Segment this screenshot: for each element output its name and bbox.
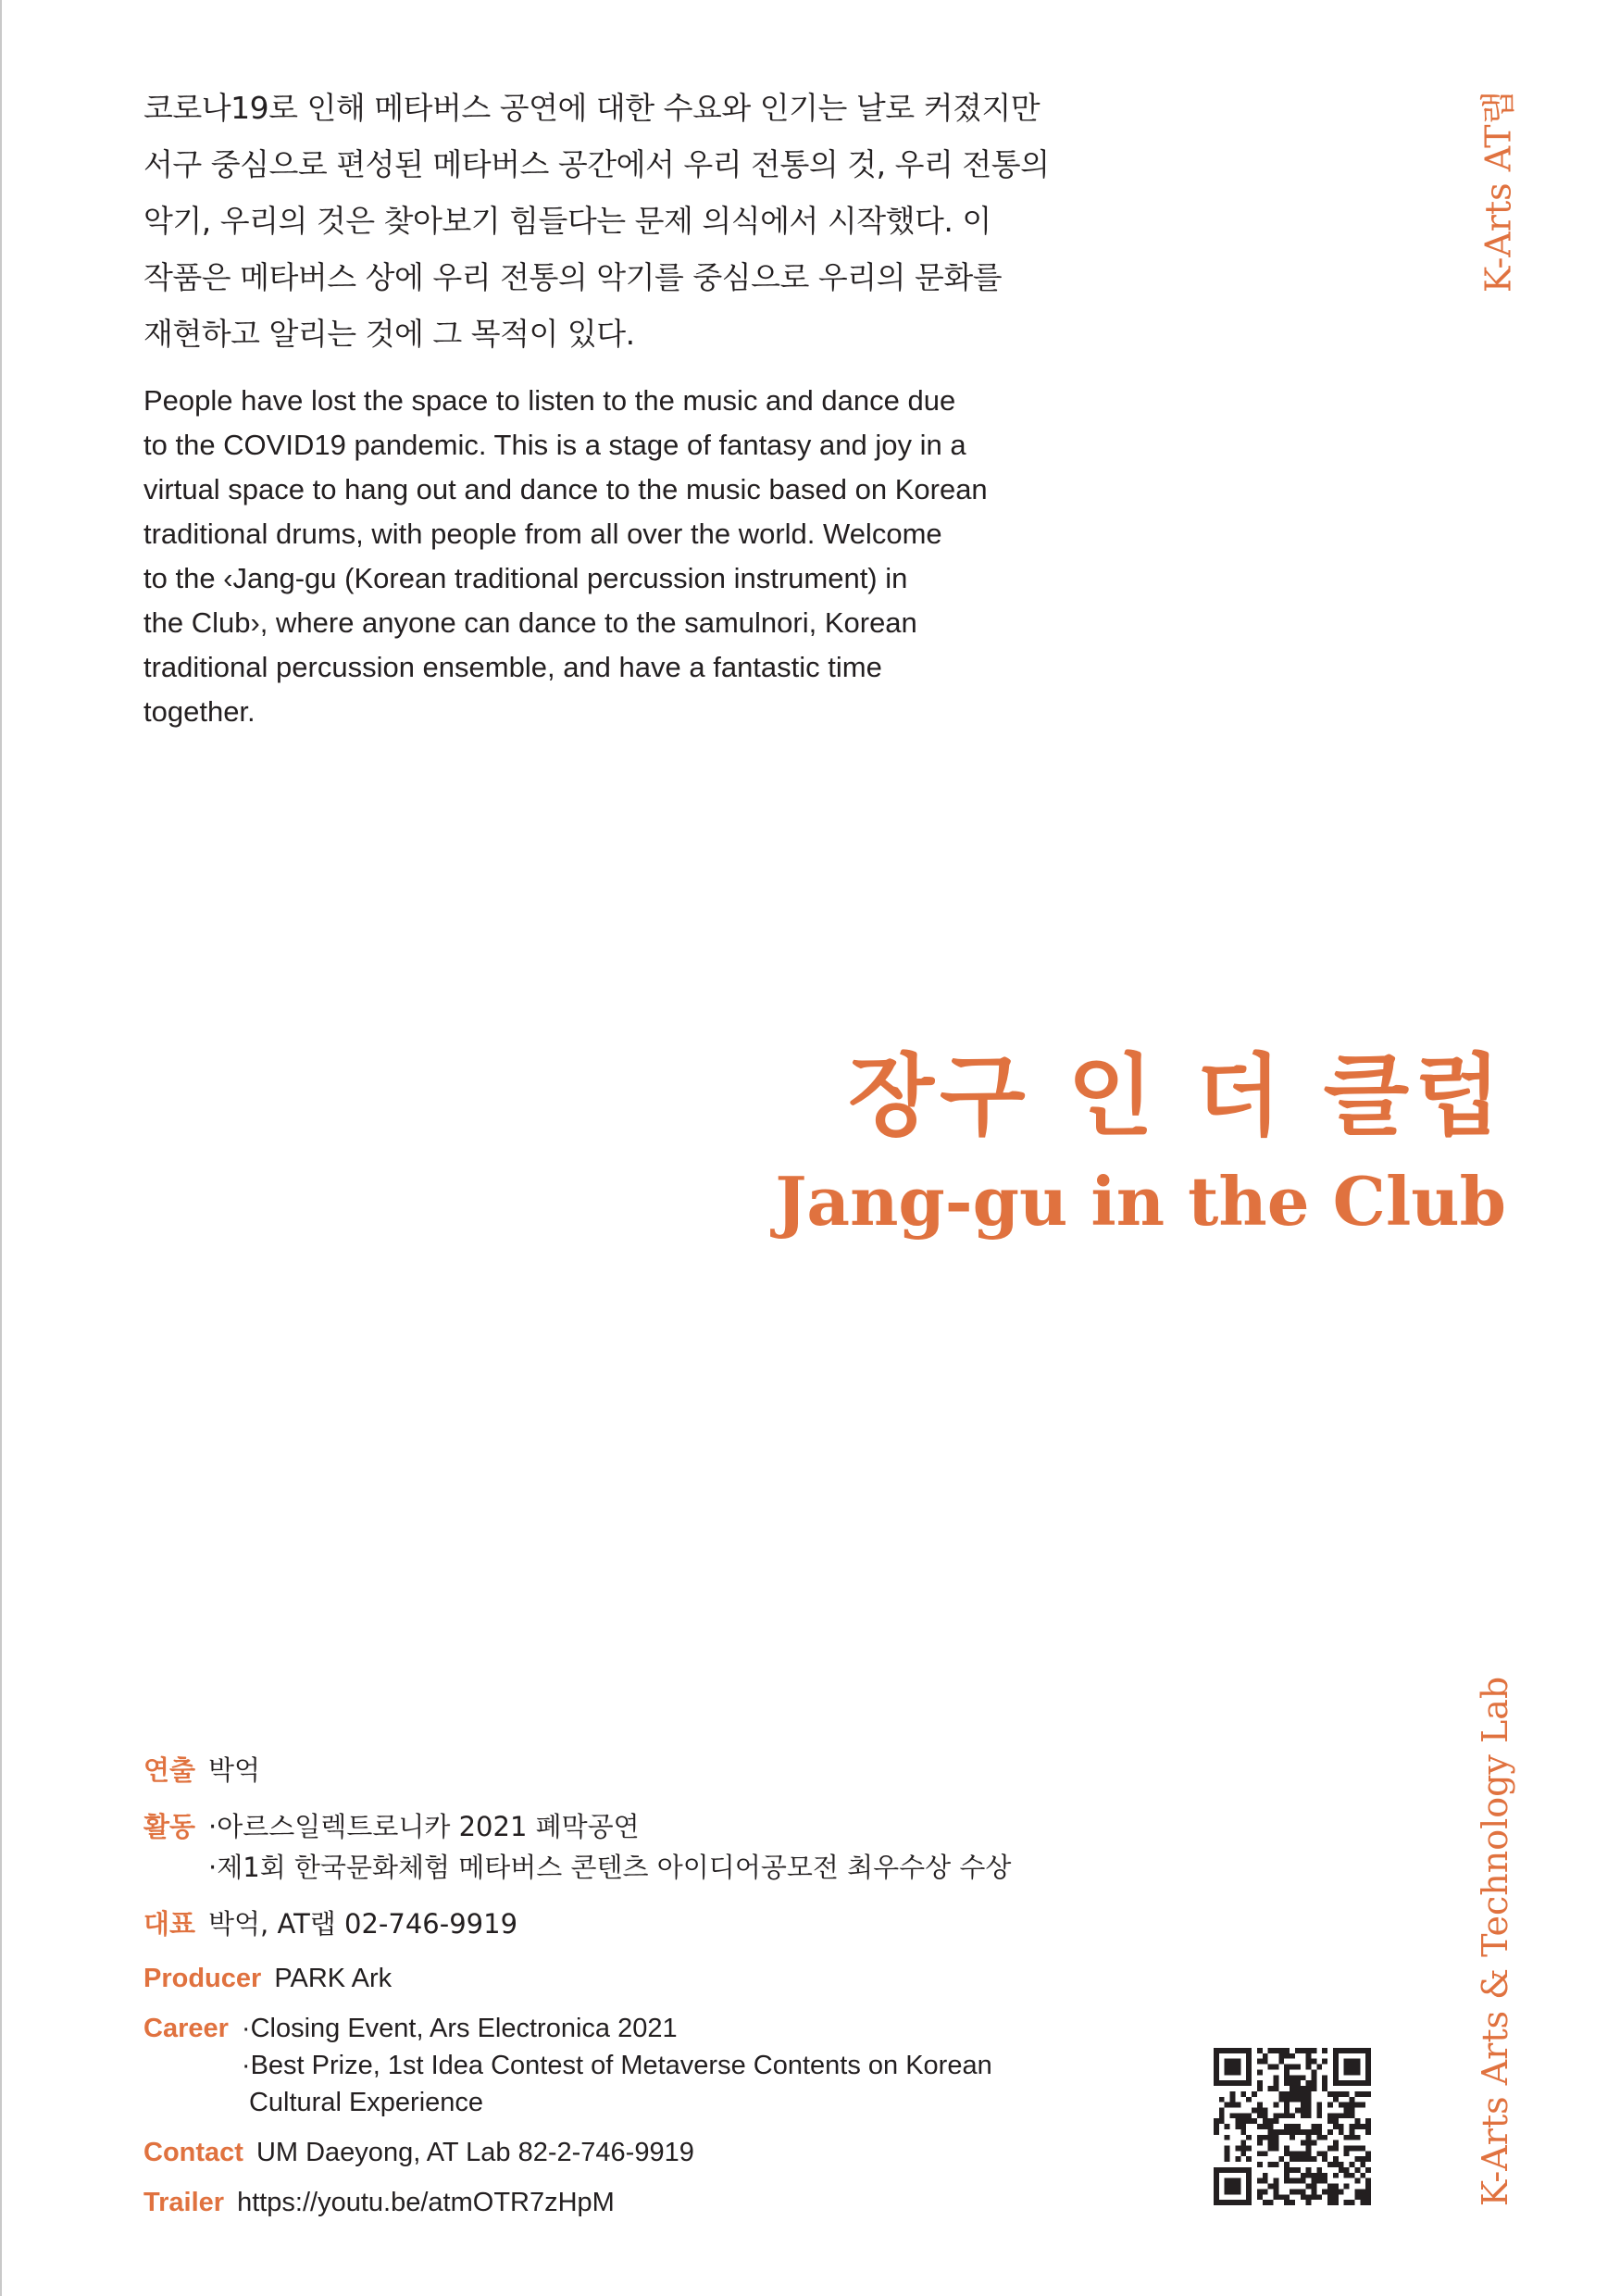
intro-korean bbox=[143, 80, 1051, 362]
activity-label: 활동 bbox=[143, 1811, 196, 1842]
career-item: ·Closing Event, Ars Electronica 2021 bbox=[241, 2014, 678, 2043]
intro-en-line: to the ‹Jang-gu (Korean traditional percussion instrument) in bbox=[143, 562, 908, 594]
intro-ko-line: 코로나19로 인해 메타버스 공연에 대한 수요와 인기는 날로 커졌지만 bbox=[143, 90, 1041, 126]
director-value: 박억 bbox=[208, 1754, 261, 1786]
rep-value: 박억, AT랩 02-746-9919 bbox=[208, 1908, 518, 1940]
intro-en-line: traditional percussion ensemble, and have a fantastic time bbox=[143, 651, 882, 683]
intro-ko-line: 재현하고 알리는 것에 그 목적이 있다. bbox=[143, 316, 635, 352]
trailer-link[interactable]: https://youtu.be/atmOTR7zHpM bbox=[237, 2188, 615, 2217]
title-korean: 장구 인 더 클럽 bbox=[848, 1044, 1506, 1148]
career-item: ·Best Prize, 1st Idea Contest of Metaverse Contents on Korean bbox=[241, 2051, 992, 2080]
intro-en-line: traditional drums, with people from all over the world. Welcome bbox=[143, 518, 942, 550]
activity-item: ·제1회 한국문화체험 메타버스 콘텐츠 아이디어공모전 최우수상 수상 bbox=[208, 1852, 1012, 1883]
intro-en-line: People have lost the space to listen to the music and dance due bbox=[143, 384, 956, 417]
career-label: Career bbox=[143, 2014, 229, 2043]
rep-label: 대표 bbox=[143, 1908, 196, 1940]
intro-english bbox=[143, 379, 1069, 734]
director-label: 연출 bbox=[143, 1754, 196, 1786]
producer-label: Producer bbox=[143, 1964, 262, 1993]
qr-code-icon[interactable] bbox=[1214, 2048, 1371, 2205]
contact-row bbox=[143, 2134, 1162, 2171]
title-english: Jang-gu in the Club bbox=[775, 1162, 1506, 1241]
career-list bbox=[242, 2010, 992, 2121]
intro-en-line: virtual space to hang out and dance to the music based on Korean bbox=[143, 473, 988, 505]
activity-row bbox=[143, 1806, 1162, 1888]
intro-ko-line: 서구 중심으로 편성된 메타버스 공간에서 우리 전통의 것, 우리 전통의 bbox=[143, 146, 1050, 182]
producer-value: PARK Ark bbox=[274, 1964, 393, 1993]
activity-list bbox=[208, 1806, 1011, 1888]
page-edge-rule bbox=[0, 0, 2, 2296]
intro-ko-line: 악기, 우리의 것은 찾아보기 힘들다는 문제 의식에서 시작했다. 이 bbox=[143, 203, 991, 239]
trailer-label: Trailer bbox=[143, 2188, 225, 2217]
trailer-row bbox=[143, 2184, 1162, 2221]
side-label-bottom: K-Arts Arts & Technology Lab bbox=[1475, 1676, 1515, 2207]
contact-label: Contact bbox=[143, 2138, 243, 2167]
intro-en-line: the Club›, where anyone can dance to the samulnori, Korean bbox=[143, 606, 917, 639]
director-row bbox=[143, 1750, 1162, 1791]
intro-en-line: together. bbox=[143, 695, 255, 728]
career-item: Cultural Experience bbox=[241, 2088, 484, 2117]
intro-en-line: to the COVID19 pandemic. This is a stage of fantasy and joy in a bbox=[143, 429, 966, 461]
activity-item: ·아르스일렉트로니카 2021 폐막공연 bbox=[208, 1811, 640, 1842]
credits-section bbox=[143, 1750, 1162, 2234]
intro-ko-line: 작품은 메타버스 상에 우리 전통의 악기를 중심으로 우리의 문화를 bbox=[143, 259, 1003, 295]
intro-section bbox=[143, 80, 1051, 734]
career-row bbox=[143, 2010, 1162, 2121]
qr-code-graphic bbox=[1214, 2048, 1371, 2205]
rep-row bbox=[143, 1903, 1162, 1944]
producer-row bbox=[143, 1960, 1162, 1997]
contact-value: UM Daeyong, AT Lab 82-2-746-9919 bbox=[255, 2138, 694, 2167]
side-label-top: K-Arts AT랩 bbox=[1477, 90, 1519, 293]
